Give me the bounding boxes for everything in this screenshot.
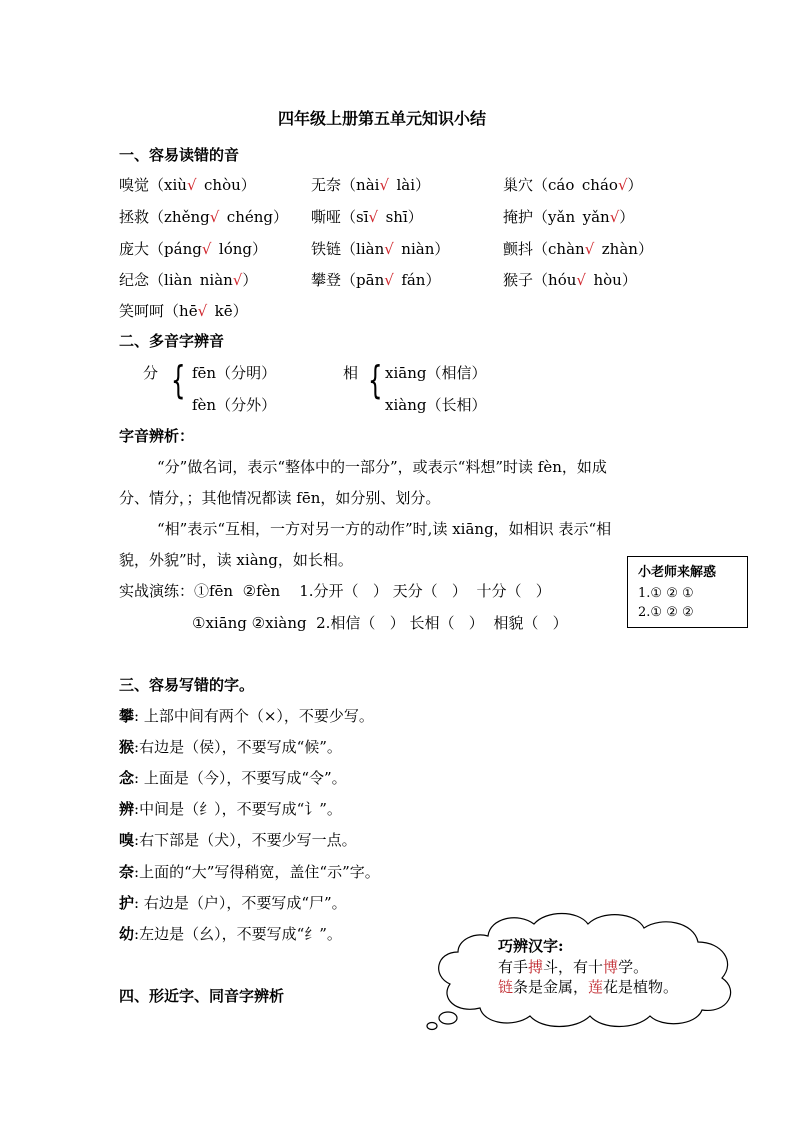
word: 笑呵呵 (119, 302, 165, 320)
cloud-line-1-part-c: 斗，有十 (543, 958, 604, 976)
paren: （ (149, 208, 165, 226)
writing-tip-item (119, 769, 347, 787)
pinyin-option-b: shī (385, 208, 408, 226)
pinyin-option-a: chàn (548, 240, 585, 258)
analysis-paragraph-1-line-1: “分”做名词，表示“整体中的一部分”，或表示“料想”时读 fèn，如成 (157, 458, 607, 476)
pronunciation-item (311, 176, 430, 194)
check-icon: √ (201, 240, 212, 258)
paren: ） (434, 240, 450, 258)
pinyin-option-a: xiù (164, 176, 187, 194)
writing-tip-text: :上面的“大”写得稍宽，盖住“示”字。 (134, 863, 380, 881)
section-2-heading: 二、多音字辨音 (119, 332, 225, 350)
pronunciation-item (311, 240, 449, 258)
writing-tip-item (119, 800, 342, 818)
check-icon: √ (617, 176, 628, 194)
check-icon: √ (209, 208, 220, 226)
pinyin-option-b: chéng (226, 208, 273, 226)
pronunciation-item (503, 271, 637, 289)
paren: ） (273, 208, 289, 226)
writing-tip-char: 攀 (119, 707, 135, 725)
pinyin-option-a: zhěng (164, 208, 210, 226)
pronunciation-item (503, 240, 653, 258)
brace-icon: { (368, 358, 383, 402)
pinyin-option-b: zhàn (601, 240, 638, 258)
spacer (219, 208, 227, 226)
paren: （ (149, 240, 165, 258)
paren: （ (341, 208, 357, 226)
word: 无奈 (311, 176, 342, 194)
paren: ） (627, 176, 643, 194)
writing-tip-item (119, 738, 342, 756)
word: 攀登 (311, 271, 342, 289)
cloud-line-1-part-a: 有手 (498, 958, 529, 976)
paren: ） (407, 208, 423, 226)
analysis-paragraph-1-line-2: 分、情分，；其他情况都读 fēn，如分别、划分。 (119, 489, 441, 507)
writing-tip-item (119, 894, 347, 912)
answer-box-title: 小老师来解惑 (638, 565, 717, 580)
check-icon: √ (197, 302, 208, 320)
paren: （ (164, 302, 180, 320)
pinyin-option-b: yǎn (582, 208, 610, 226)
paren: （ (533, 176, 549, 194)
paren: （ (149, 271, 165, 289)
spacer (574, 176, 582, 194)
spacer (378, 208, 386, 226)
pinyin-option-a: cáo (548, 176, 575, 194)
pinyin-option-b: kē (214, 302, 233, 320)
check-icon: √ (384, 271, 394, 289)
cloud-line-2 (498, 978, 678, 996)
pronunciation-item (119, 208, 288, 226)
writing-tip-text: : 上面是（今），不要写成“令”。 (134, 769, 347, 787)
paren: ） (425, 271, 441, 289)
pronunciation-item (311, 271, 440, 289)
check-icon: √ (368, 208, 379, 226)
pinyin-option-a: hē (179, 302, 198, 320)
word: 拯救 (119, 208, 150, 226)
paren: （ (533, 271, 549, 289)
pinyin-option-a: hóu (548, 271, 577, 289)
analysis-paragraph-2-line-1: “相”表示“互相，一方对另一方的动作”时,读 xiāng，如相识 表示“相 (157, 520, 612, 538)
writing-tip-char: 念 (119, 769, 135, 787)
writing-tip-text: :右边是（侯），不要写成“候”。 (134, 738, 342, 756)
writing-tip-item (119, 707, 374, 725)
pinyin-option-a: sī (356, 208, 369, 226)
writing-tip-text: :左边是（幺），不要写成“纟”。 (134, 925, 342, 943)
cloud-line-2-part-b: 条是金属， (513, 978, 589, 996)
word: 巢穴 (503, 176, 534, 194)
pronunciation-item (119, 176, 256, 194)
pronunciation-item (503, 176, 643, 194)
word: 纪念 (119, 271, 150, 289)
cloud-line-2-part-d: 花是植物。 (603, 978, 679, 996)
writing-tip-char: 幼 (119, 925, 135, 943)
pinyin-option-b: lài (396, 176, 416, 194)
pinyin-option-b: hòu (593, 271, 622, 289)
reading-xiang-1: xiāng（相信） (385, 364, 487, 382)
pinyin-option-b: lóng (218, 240, 252, 258)
word: 颤抖 (503, 240, 534, 258)
paren: ） (621, 271, 637, 289)
paren: （ (533, 208, 549, 226)
polyphone-char-fen: 分 (143, 364, 159, 382)
paren: ） (252, 240, 268, 258)
writing-tip-char: 护 (119, 894, 135, 912)
pinyin-option-a: páng (164, 240, 202, 258)
writing-tip-text: : 右边是（户），不要写成“尸”。 (134, 894, 347, 912)
writing-tip-item (119, 863, 380, 881)
spacer (197, 176, 205, 194)
paren: （ (341, 240, 357, 258)
cloud-char-bo-ten: 博 (603, 958, 619, 976)
pinyin-option-b: chòu (204, 176, 241, 194)
pinyin-option-a: yǎn (548, 208, 576, 226)
pinyin-option-b: niàn (401, 240, 435, 258)
word: 庞大 (119, 240, 150, 258)
paren: ） (619, 208, 635, 226)
section-4-heading: 四、形近字、同音字辨析 (119, 987, 285, 1005)
answer-line-1: 1.① ② ① (638, 586, 694, 601)
cloud-title: 巧辨汉字: (498, 937, 564, 955)
pinyin-option-a: liàn (164, 271, 193, 289)
section-1-heading: 一、容易读错的音 (119, 146, 240, 164)
polyphone-char-xiang: 相 (343, 364, 359, 382)
pronunciation-item (119, 302, 248, 320)
paren: ） (637, 240, 653, 258)
cloud-char-bo-hand: 搏 (528, 958, 544, 976)
check-icon: √ (576, 271, 586, 289)
word: 掩护 (503, 208, 534, 226)
writing-tip-char: 辨 (119, 800, 135, 818)
analysis-paragraph-2-line-2: 貌，外貌”时，读 xiàng，如长相。 (119, 551, 353, 569)
paren: ） (240, 176, 256, 194)
spacer (192, 271, 200, 289)
writing-tip-char: 猴 (119, 738, 135, 756)
check-icon: √ (384, 240, 394, 258)
paren: （ (149, 176, 165, 194)
pronunciation-item (119, 240, 267, 258)
writing-tip-item (119, 831, 357, 849)
pinyin-option-a: pān (356, 271, 385, 289)
writing-tip-text: :右下部是（犬），不要少写一点。 (134, 831, 357, 849)
spacer (594, 240, 602, 258)
paren: ） (415, 176, 431, 194)
pinyin-option-b: fán (401, 271, 426, 289)
page-title: 四年级上册第五单元知识小结 (278, 109, 487, 128)
word: 嘶哑 (311, 208, 342, 226)
practice-line-1: 实战演练：①fēn ②fèn 1.分开（ ） 天分（ ） 十分（ ） (119, 582, 551, 600)
cloud-char-lian-plant: 莲 (588, 978, 604, 996)
spacer (389, 176, 397, 194)
word: 铁链 (311, 240, 342, 258)
check-icon: √ (232, 271, 243, 289)
writing-tip-char: 奈 (119, 863, 135, 881)
reading-fen-4: fèn（分外） (192, 396, 277, 414)
pinyin-option-a: liàn (356, 240, 385, 258)
cloud-line-1-part-e: 学。 (618, 958, 649, 976)
pinyin-option-a: nài (356, 176, 380, 194)
cloud-char-lian-metal: 链 (498, 978, 514, 996)
check-icon: √ (186, 176, 197, 194)
brace-icon: { (171, 358, 186, 402)
spacer (207, 302, 215, 320)
word: 猴子 (503, 271, 534, 289)
cloud-line-1 (498, 958, 648, 976)
pronunciation-item (119, 271, 257, 289)
check-icon: √ (379, 176, 389, 194)
spacer (211, 240, 219, 258)
paren: （ (341, 271, 357, 289)
analysis-heading: 字音辨析： (119, 427, 195, 445)
pronunciation-item (503, 208, 634, 226)
pronunciation-item (311, 208, 423, 226)
writing-tip-char: 嗅 (119, 831, 135, 849)
writing-tip-text: : 上部中间有两个（×），不要少写。 (134, 707, 374, 725)
paren: ） (242, 271, 258, 289)
answer-box (627, 556, 748, 628)
practice-line-2: ①xiāng ②xiàng 2.相信（ ） 长相（ ） 相貌（ ） (192, 614, 568, 632)
pinyin-option-b: niàn (199, 271, 233, 289)
paren: （ (341, 176, 357, 194)
section-3-heading: 三、容易写错的字。 (119, 676, 255, 694)
word: 嗅觉 (119, 176, 150, 194)
paren: ） (232, 302, 248, 320)
reading-xiang-4: xiàng（长相） (385, 396, 487, 414)
writing-tip-item (119, 925, 342, 943)
answer-line-2: 2.① ② ② (638, 605, 694, 620)
paren: （ (533, 240, 549, 258)
pinyin-option-b: cháo (581, 176, 618, 194)
check-icon: √ (609, 208, 620, 226)
reading-fen-1: fēn（分明） (192, 364, 277, 382)
writing-tip-text: :中间是（纟），不要写成“讠”。 (134, 800, 342, 818)
check-icon: √ (584, 240, 595, 258)
spacer (575, 208, 583, 226)
